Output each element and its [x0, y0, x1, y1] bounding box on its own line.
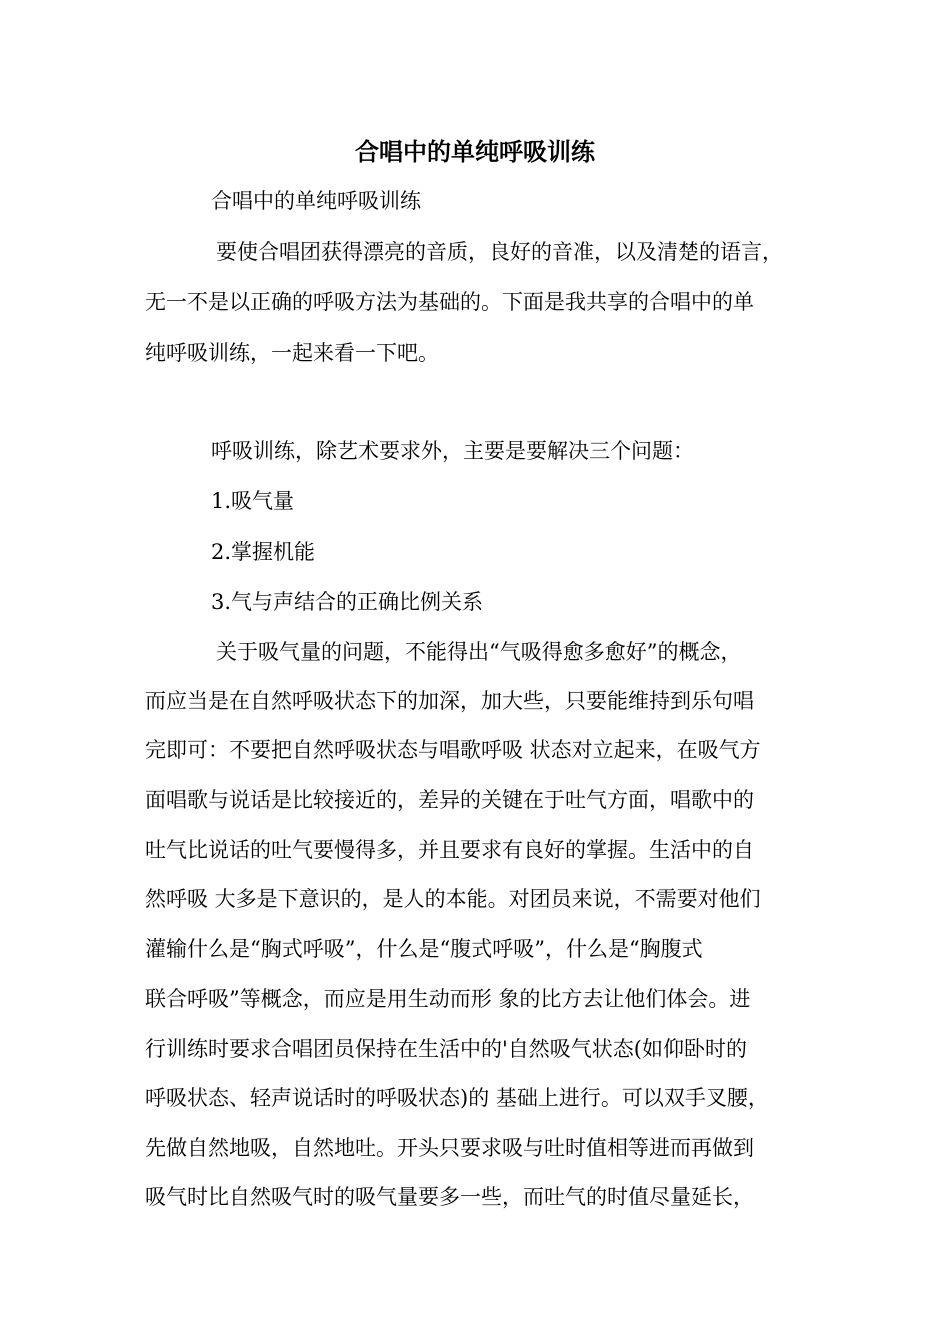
paragraph-line: 灌输什么是“胸式呼吸”，什么是“腹式呼吸”，什么是“胸腹式	[145, 937, 703, 961]
list-item: 1.吸气量	[211, 489, 295, 513]
paragraph-line: 然呼吸 大多是下意识的，是人的本能。对团员来说，不需要对他们	[145, 887, 761, 911]
document-title: 合唱中的单纯呼吸训练	[355, 137, 595, 166]
paragraph-line: 完即可：不要把自然呼吸状态与唱歌呼吸 状态对立起来，在吸气方	[145, 738, 761, 762]
list-item: 2.掌握机能	[211, 540, 316, 564]
list-item: 3.气与声结合的正确比例关系	[211, 590, 484, 614]
paragraph-line: 纯呼吸训练，一起来看一下吧。	[145, 341, 439, 365]
paragraph-line: 吸气时比自然吸气时的吸气量要多一些，而吐气的时值尽量延长，	[145, 1185, 754, 1209]
paragraph-line: 呼吸训练，除艺术要求外，主要是要解决三个问题：	[211, 439, 694, 463]
paragraph-line: 无一不是以正确的呼吸方法为基础的。下面是我共享的合唱中的单	[145, 290, 754, 314]
paragraph-line: 联合呼吸”等概念，而应是用生动而形 象的比方去让他们体会。进	[145, 987, 751, 1011]
paragraph-line: 行训练时要求合唱团员保持在生活中的'自然吸气状态(如仰卧时的	[145, 1037, 747, 1061]
subtitle-line: 合唱中的单纯呼吸训练	[211, 189, 421, 213]
paragraph-line: 吐气比说话的吐气要慢得多，并且要求有良好的掌握。生活中的自	[145, 838, 754, 862]
paragraph-line: 要使合唱团获得漂亮的音质，良好的音准，以及清楚的语言，	[216, 240, 783, 264]
paragraph-line: 先做自然地吸，自然地吐。开头只要求吸与吐时值相等进而再做到	[145, 1136, 754, 1160]
paragraph-line: 面唱歌与说话是比较接近的，差异的关键在于吐气方面，唱歌中的	[145, 788, 754, 812]
paragraph-line: 而应当是在自然呼吸状态下的加深，加大些，只要能维持到乐句唱	[145, 689, 754, 713]
paragraph-line: 呼吸状态、轻声说话时的呼吸状态)的 基础上进行。可以双手叉腰，	[145, 1086, 769, 1110]
paragraph-line: 关于吸气量的问题，不能得出“气吸得愈多愈好”的概念，	[216, 640, 742, 664]
